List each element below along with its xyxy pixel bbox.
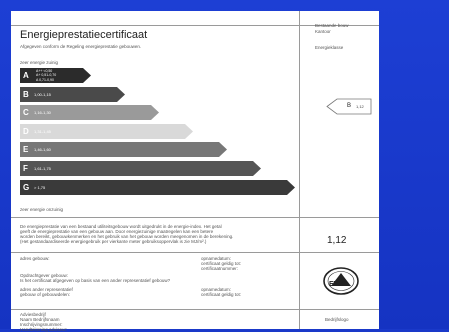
- advisor-registration: Inschrijvingsnummer:: [20, 322, 63, 327]
- energy-bar-letter: B: [23, 89, 29, 99]
- description-line-1: De energieprestatie van een bestaand utiliteitsgebouw wordt uitgedrukt in de energie-index. Het getal: [20, 224, 222, 229]
- energy-bar-range: 1,31-1,45: [34, 128, 51, 134]
- energy-bar-range: 1,16-1,30: [34, 110, 51, 116]
- energy-bar-range: A++ <0,50: [36, 69, 53, 73]
- advisor-name: Naam Bedrijfsnaam: [20, 317, 60, 322]
- divider-address: [11, 252, 379, 253]
- advisor-title: Adviesbedrijf: [20, 312, 46, 317]
- address-label: adres gebouw:: [20, 256, 50, 261]
- energy-bar-letter: E: [23, 145, 29, 155]
- representative-question: Is het certificaat afgegeven op basis van een ander representatief gebouw?: [20, 278, 171, 283]
- building-use: Kantoor: [315, 29, 331, 34]
- energy-bar-range: 1,46-1,60: [34, 147, 51, 153]
- divider-description: [11, 217, 379, 218]
- energy-bar-g: [20, 180, 295, 195]
- divider-advisor: [11, 309, 379, 310]
- epbd-logo-text: EPBD: [329, 281, 348, 288]
- page-subtitle: Afgegeven conform de Regeling energieprestatie gebouwen.: [20, 44, 142, 49]
- energy-bar-e: [20, 142, 227, 157]
- energy-class-label: Energieklasse: [315, 45, 344, 50]
- energy-bar-letter: C: [23, 108, 29, 118]
- other-address-label: adres ander representatief: [20, 287, 73, 292]
- efficient-label: zeer energie zuinig: [20, 60, 59, 65]
- energy-bar-letter: G: [23, 182, 30, 192]
- column-divider: [299, 11, 300, 329]
- certificate-document: [11, 11, 379, 332]
- energy-bar-range: 1,61-1,75: [34, 166, 51, 171]
- result-class: B: [347, 103, 352, 109]
- energy-bar-letter: D: [23, 126, 29, 136]
- energy-bar-range: A+ 0,51-0,70: [36, 73, 57, 78]
- energy-bar-range: > 1,75: [34, 184, 46, 190]
- energy-bar-c: [20, 105, 159, 120]
- energy-bar-f: [20, 161, 261, 176]
- other-valid-until-label: certificaat geldig tot:: [201, 292, 242, 297]
- other-recording-date-label: opnamedatum:: [201, 287, 232, 292]
- result-arrow: [327, 99, 371, 114]
- description-line-4: (Het gestandaardiseerde energiegebruik per vierkante meter gebruiksoppervlak is zie MJ/m².): [20, 239, 207, 244]
- owner-label: Opdrachtgever gebouw:: [20, 273, 69, 278]
- energy-bar-shape: [20, 161, 261, 176]
- inefficient-label: zeer energie onzuinig: [20, 207, 64, 212]
- page-title: Energieprestatiecertificaat: [20, 29, 148, 41]
- recording-date-label: opnamedatum:: [201, 256, 232, 261]
- energy-bar-range: 1,00-1,15: [34, 91, 51, 97]
- energy-bar-shape: [20, 180, 295, 195]
- description-line-2: geeft de energieprestatie van een gebouw aan. Door energiezuinige maatregelen kan een betere: [20, 229, 214, 234]
- energy-bar-b: [20, 87, 125, 102]
- energy-bar-range: A 0,71-0,90: [36, 77, 54, 82]
- valid-until-label: certificaat geldig tot:: [201, 261, 242, 266]
- energy-bar-letter: F: [23, 164, 28, 173]
- description-line-3: worden bereikt, gebouwkenmerken en het gebruik van het gebouw worden meegenomen in de berekening.: [20, 234, 234, 239]
- result-value: 1,12: [356, 104, 364, 109]
- certificate-number-label: certificaatnummer:: [201, 266, 239, 271]
- energy-index-value: 1,12: [327, 235, 347, 246]
- energy-bar-d: [20, 124, 193, 139]
- building-type: Bestaande bouw: [315, 23, 349, 28]
- advisor-signature: Handtekening adviseur:: [20, 327, 68, 332]
- other-building-label: gebouw of gebouwdelen:: [20, 292, 71, 297]
- company-logo-label: Bedrijfslogo: [325, 317, 349, 322]
- energy-bar-ranges: [36, 69, 56, 82]
- energy-bar-shape: [20, 142, 227, 157]
- energy-bar-a: [20, 68, 91, 83]
- energy-bar-letter: A: [23, 71, 29, 80]
